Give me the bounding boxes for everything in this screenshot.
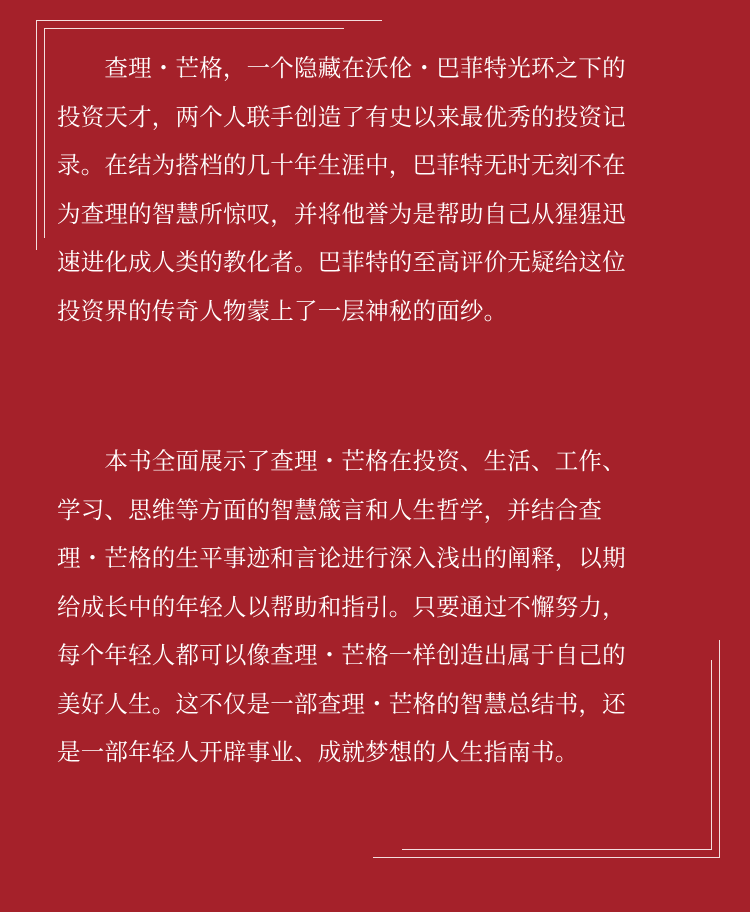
- frame-line-top-outer: [36, 20, 382, 21]
- frame-line-top-inner: [44, 28, 344, 29]
- frame-line-bottom-outer: [373, 857, 720, 858]
- intro-paragraph-1: 查理・芒格，一个隐藏在沃伦・巴菲特光环之下的 投资天才，两个人联手创造了有史以来最优秀的投资记 录。在结为搭档的几十年生涯中，巴菲特无时无刻不在 为查理的智慧所惊叹，并将他誉为是帮助自己从猩猩迅 速进化成人类的教化者。巴菲特的至高评价无疑给这位 投资界的传奇人物蒙上了一层神秘的面纱。: [57, 54, 626, 325]
- frame-line-bottom-inner: [402, 849, 712, 850]
- intro-paragraph-2: 本书全面展示了查理・芒格在投资、生活、工作、 学习、思维等方面的智慧箴言和人生哲学，并结合查 理・芒格的生平事迹和言论进行深入浅出的阐释，以期 给成长中的年轻人以帮助和指引。只要通过不懈努力， 每个年轻人都可以像查理・芒格一样创造出属于自己的 美好人生。这不仅是一部查理・芒格的智慧总结书，还 是一部年轻人开辟事业、成就梦想的人生指南书。: [57, 447, 626, 766]
- frame-line-left-inner: [44, 28, 45, 238]
- frame-line-right-inner: [711, 660, 712, 850]
- frame-line-left-outer: [36, 20, 37, 250]
- frame-line-right-outer: [719, 640, 720, 858]
